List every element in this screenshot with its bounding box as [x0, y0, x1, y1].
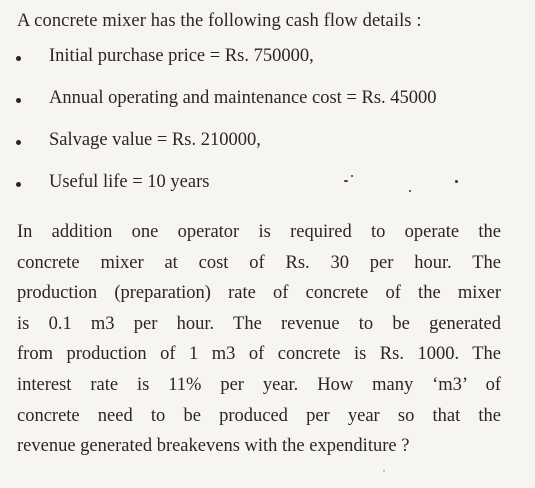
paragraph-line: from production of 1 m3 of concrete is Rs. 1000. The	[17, 344, 501, 365]
print-speck	[351, 175, 353, 177]
print-speck	[383, 470, 385, 472]
problem-paragraph	[17, 217, 501, 462]
paragraph-line: is 0.1 m3 per hour. The revenue to be generated	[17, 313, 501, 334]
paragraph-line: In addition one operator is required to operate the	[17, 222, 501, 242]
print-speck	[344, 180, 348, 182]
bullet-icon	[16, 182, 21, 187]
list-item-text: Useful life = 10 years	[49, 172, 210, 192]
list-item-text: Initial purchase price = Rs. 750000,	[49, 46, 314, 66]
paragraph-line: concrete mixer at cost of Rs. 30 per hour. The	[17, 252, 501, 273]
bullet-icon	[16, 98, 21, 103]
intro-sentence: A concrete mixer has the following cash flow details :	[17, 11, 422, 31]
print-speck	[409, 190, 411, 192]
paragraph-line: interest rate is 11% per year. How many ‘m3’ of	[17, 374, 501, 395]
print-speck	[455, 180, 458, 183]
paragraph-line: production (preparation) rate of concrete of the mixer	[17, 283, 501, 304]
list-item-text: Salvage value = Rs. 210000,	[49, 130, 261, 150]
paragraph-line: revenue generated breakevens with the expenditure ?	[17, 436, 410, 457]
bullet-icon	[16, 140, 21, 145]
paragraph-line: concrete need to be produced per year so that the	[17, 405, 501, 426]
list-item-text: Annual operating and maintenance cost = Rs. 45000	[49, 88, 437, 108]
bullet-icon	[16, 56, 21, 61]
